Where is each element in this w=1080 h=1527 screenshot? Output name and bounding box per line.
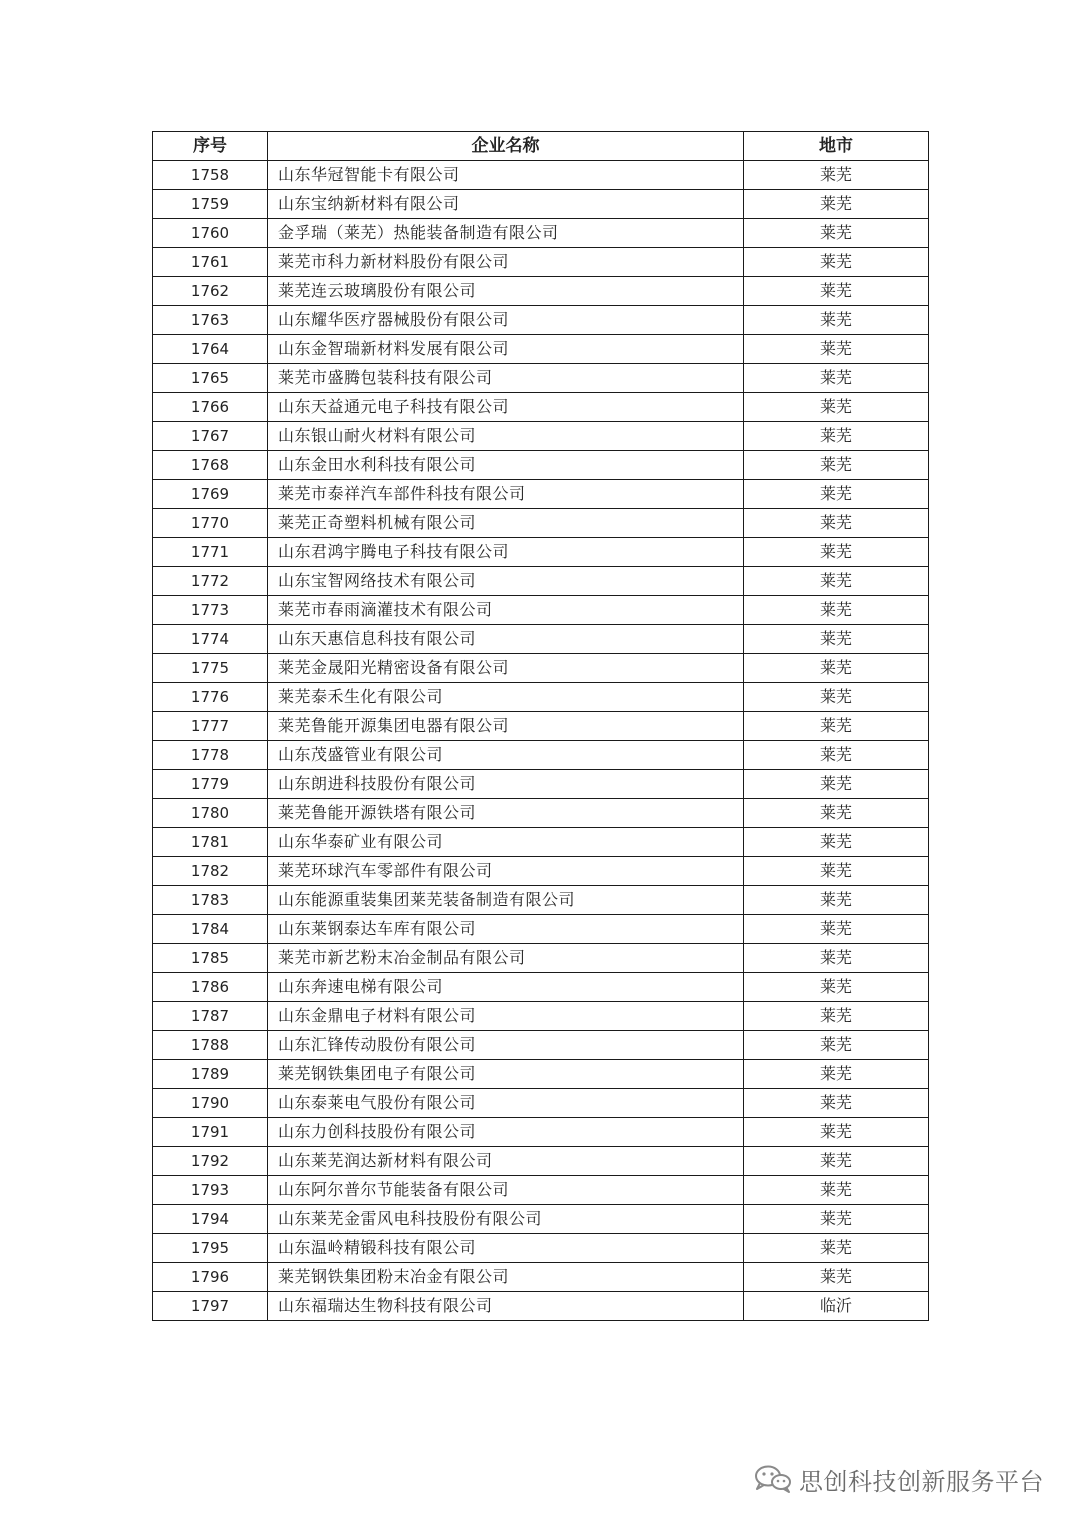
table-row: [153, 1205, 929, 1234]
table-row: [153, 1089, 929, 1118]
city-name: 莱芜: [744, 828, 929, 857]
city-name: 莱芜: [744, 1060, 929, 1089]
row-number: 1764: [153, 335, 268, 364]
city-name: 莱芜: [744, 306, 929, 335]
table-row: [153, 219, 929, 248]
table-row: [153, 741, 929, 770]
table-row: [153, 1176, 929, 1205]
enterprise-name: 山东天益通元电子科技有限公司: [268, 393, 744, 422]
row-number: 1763: [153, 306, 268, 335]
city-name: 临沂: [744, 1292, 929, 1321]
enterprise-name: 莱芜钢铁集团粉末冶金有限公司: [268, 1263, 744, 1292]
city-name: 莱芜: [744, 190, 929, 219]
city-name: 莱芜: [744, 219, 929, 248]
enterprise-name: 山东能源重装集团莱芜装备制造有限公司: [268, 886, 744, 915]
enterprise-name: 山东莱芜润达新材料有限公司: [268, 1147, 744, 1176]
row-number: 1760: [153, 219, 268, 248]
table-row: [153, 915, 929, 944]
enterprise-name: 山东金智瑞新材料发展有限公司: [268, 335, 744, 364]
enterprise-name: 莱芜市泰祥汽车部件科技有限公司: [268, 480, 744, 509]
row-number: 1783: [153, 886, 268, 915]
city-name: 莱芜: [744, 915, 929, 944]
enterprise-name: 山东金鼎电子材料有限公司: [268, 1002, 744, 1031]
row-number: 1779: [153, 770, 268, 799]
table-header: [153, 132, 929, 161]
enterprise-name: 山东天惠信息科技有限公司: [268, 625, 744, 654]
table-row: [153, 973, 929, 1002]
enterprise-name: 莱芜钢铁集团电子有限公司: [268, 1060, 744, 1089]
watermark: [753, 1461, 1044, 1497]
table-row: [153, 248, 929, 277]
row-number: 1784: [153, 915, 268, 944]
row-number: 1781: [153, 828, 268, 857]
enterprise-name: 山东福瑞达生物科技有限公司: [268, 1292, 744, 1321]
enterprise-name: 莱芜泰禾生化有限公司: [268, 683, 744, 712]
table-row: [153, 1263, 929, 1292]
city-name: 莱芜: [744, 480, 929, 509]
row-number: 1787: [153, 1002, 268, 1031]
city-name: 莱芜: [744, 248, 929, 277]
table-row: [153, 799, 929, 828]
city-name: 莱芜: [744, 1118, 929, 1147]
row-number: 1761: [153, 248, 268, 277]
row-number: 1797: [153, 1292, 268, 1321]
enterprise-name: 山东君鸿宇腾电子科技有限公司: [268, 538, 744, 567]
row-number: 1765: [153, 364, 268, 393]
table-row: [153, 857, 929, 886]
header-row: [153, 132, 929, 161]
table-row: [153, 1147, 929, 1176]
table-row: [153, 364, 929, 393]
city-name: 莱芜: [744, 770, 929, 799]
city-name: 莱芜: [744, 596, 929, 625]
table-row: [153, 480, 929, 509]
enterprise-name: 山东华泰矿业有限公司: [268, 828, 744, 857]
city-name: 莱芜: [744, 712, 929, 741]
enterprise-name: 山东耀华医疗器械股份有限公司: [268, 306, 744, 335]
table-row: [153, 451, 929, 480]
enterprise-name: 莱芜鲁能开源铁塔有限公司: [268, 799, 744, 828]
row-number: 1774: [153, 625, 268, 654]
table-row: [153, 1031, 929, 1060]
enterprise-name: 莱芜鲁能开源集团电器有限公司: [268, 712, 744, 741]
city-name: 莱芜: [744, 625, 929, 654]
enterprise-name: 山东金田水利科技有限公司: [268, 451, 744, 480]
row-number: 1778: [153, 741, 268, 770]
city-name: 莱芜: [744, 393, 929, 422]
enterprise-name: 山东茂盛管业有限公司: [268, 741, 744, 770]
table-row: [153, 683, 929, 712]
row-number: 1772: [153, 567, 268, 596]
table-row: [153, 596, 929, 625]
table-row: [153, 654, 929, 683]
city-name: 莱芜: [744, 422, 929, 451]
city-name: 莱芜: [744, 1176, 929, 1205]
city-name: 莱芜: [744, 1205, 929, 1234]
enterprise-name: 莱芜环球汽车零部件有限公司: [268, 857, 744, 886]
row-number: 1768: [153, 451, 268, 480]
row-number: 1758: [153, 161, 268, 190]
city-name: 莱芜: [744, 161, 929, 190]
enterprise-name: 金孚瑞（莱芜）热能装备制造有限公司: [268, 219, 744, 248]
city-name: 莱芜: [744, 451, 929, 480]
table-row: [153, 335, 929, 364]
city-name: 莱芜: [744, 538, 929, 567]
row-number: 1789: [153, 1060, 268, 1089]
city-name: 莱芜: [744, 1089, 929, 1118]
table-row: [153, 712, 929, 741]
enterprise-name: 山东温岭精锻科技有限公司: [268, 1234, 744, 1263]
city-name: 莱芜: [744, 654, 929, 683]
row-number: 1796: [153, 1263, 268, 1292]
row-number: 1773: [153, 596, 268, 625]
table-row: [153, 770, 929, 799]
city-name: 莱芜: [744, 1031, 929, 1060]
enterprise-name: 莱芜连云玻璃股份有限公司: [268, 277, 744, 306]
city-name: 莱芜: [744, 886, 929, 915]
table-row: [153, 1292, 929, 1321]
city-name: 莱芜: [744, 857, 929, 886]
enterprise-name: 莱芜市科力新材料股份有限公司: [268, 248, 744, 277]
enterprise-name: 山东奔速电梯有限公司: [268, 973, 744, 1002]
city-name: 莱芜: [744, 944, 929, 973]
enterprise-name: 山东莱芜金雷风电科技股份有限公司: [268, 1205, 744, 1234]
header-no: 序号: [153, 132, 268, 161]
enterprise-name: 山东华冠智能卡有限公司: [268, 161, 744, 190]
row-number: 1770: [153, 509, 268, 538]
enterprise-name: 山东莱钢泰达车库有限公司: [268, 915, 744, 944]
enterprise-name: 莱芜正奇塑料机械有限公司: [268, 509, 744, 538]
enterprise-name: 山东宝纳新材料有限公司: [268, 190, 744, 219]
table-row: [153, 625, 929, 654]
enterprise-name: 山东泰莱电气股份有限公司: [268, 1089, 744, 1118]
row-number: 1759: [153, 190, 268, 219]
enterprise-name: 山东汇锋传动股份有限公司: [268, 1031, 744, 1060]
row-number: 1791: [153, 1118, 268, 1147]
city-name: 莱芜: [744, 277, 929, 306]
city-name: 莱芜: [744, 741, 929, 770]
row-number: 1762: [153, 277, 268, 306]
table-row: [153, 277, 929, 306]
enterprise-name: 莱芜市盛腾包装科技有限公司: [268, 364, 744, 393]
enterprise-name: 山东银山耐火材料有限公司: [268, 422, 744, 451]
table-row: [153, 393, 929, 422]
enterprise-table: [152, 131, 929, 1321]
table-row: [153, 1118, 929, 1147]
row-number: 1777: [153, 712, 268, 741]
city-name: 莱芜: [744, 567, 929, 596]
table-row: [153, 161, 929, 190]
row-number: 1782: [153, 857, 268, 886]
table-row: [153, 190, 929, 219]
row-number: 1790: [153, 1089, 268, 1118]
table-row: [153, 567, 929, 596]
row-number: 1766: [153, 393, 268, 422]
row-number: 1788: [153, 1031, 268, 1060]
header-city: 地市: [744, 132, 929, 161]
row-number: 1786: [153, 973, 268, 1002]
enterprise-name: 山东宝智网络技术有限公司: [268, 567, 744, 596]
enterprise-name: 莱芜市春雨滴灌技术有限公司: [268, 596, 744, 625]
enterprise-name: 山东阿尔普尔节能装备有限公司: [268, 1176, 744, 1205]
table-row: [153, 538, 929, 567]
row-number: 1795: [153, 1234, 268, 1263]
city-name: 莱芜: [744, 364, 929, 393]
city-name: 莱芜: [744, 1263, 929, 1292]
row-number: 1775: [153, 654, 268, 683]
row-number: 1793: [153, 1176, 268, 1205]
table-row: [153, 306, 929, 335]
table-body: [153, 161, 929, 1321]
city-name: 莱芜: [744, 1147, 929, 1176]
table-row: [153, 509, 929, 538]
table-row: [153, 1002, 929, 1031]
row-number: 1794: [153, 1205, 268, 1234]
row-number: 1785: [153, 944, 268, 973]
table-row: [153, 1234, 929, 1263]
row-number: 1792: [153, 1147, 268, 1176]
table-row: [153, 1060, 929, 1089]
enterprise-name: 莱芜市新艺粉末冶金制品有限公司: [268, 944, 744, 973]
city-name: 莱芜: [744, 799, 929, 828]
table-row: [153, 886, 929, 915]
city-name: 莱芜: [744, 1234, 929, 1263]
table-row: [153, 422, 929, 451]
city-name: 莱芜: [744, 1002, 929, 1031]
table-row: [153, 944, 929, 973]
enterprise-name: 山东力创科技股份有限公司: [268, 1118, 744, 1147]
row-number: 1771: [153, 538, 268, 567]
watermark-text: 思创科技创新服务平台: [799, 1467, 1044, 1496]
city-name: 莱芜: [744, 683, 929, 712]
city-name: 莱芜: [744, 335, 929, 364]
table-row: [153, 828, 929, 857]
enterprise-name: 莱芜金晟阳光精密设备有限公司: [268, 654, 744, 683]
row-number: 1780: [153, 799, 268, 828]
city-name: 莱芜: [744, 509, 929, 538]
enterprise-name: 山东朗进科技股份有限公司: [268, 770, 744, 799]
wechat-icon: [753, 1464, 793, 1494]
header-name: 企业名称: [268, 132, 744, 161]
row-number: 1767: [153, 422, 268, 451]
row-number: 1776: [153, 683, 268, 712]
city-name: 莱芜: [744, 973, 929, 1002]
row-number: 1769: [153, 480, 268, 509]
